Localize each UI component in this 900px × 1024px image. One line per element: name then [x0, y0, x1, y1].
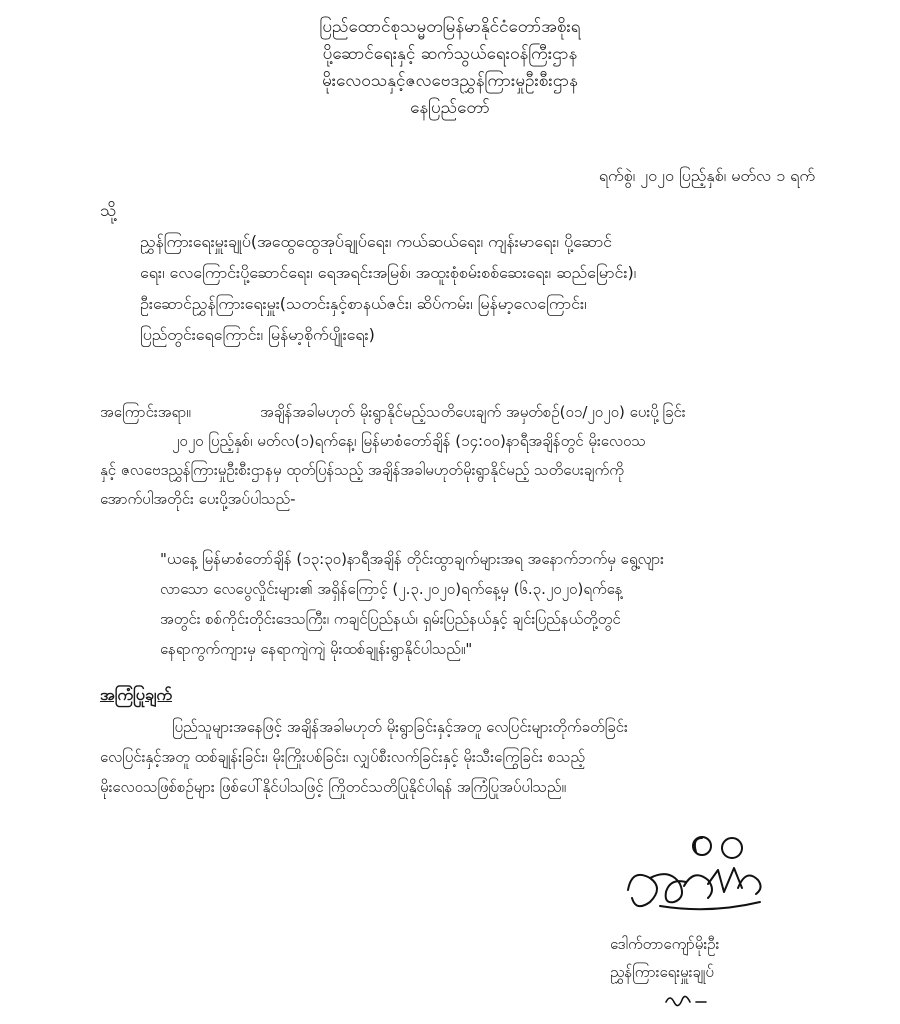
signer-name: ဒေါက်တာကျော်မိုးဦး: [610, 935, 720, 953]
subject-block: [100, 398, 840, 514]
advice-heading: အကြံပြုချက်: [100, 685, 173, 704]
recipient-list: [140, 226, 840, 350]
recipient-line: ညွှန်ကြားရေးမှူးချုပ်(အထွေထွေအုပ်ချုပ်ရေး၊ ကယ်ဆယ်ရေး၊ ကျန်းမာရေး၊ ပို့ဆောင်: [140, 232, 613, 251]
quote-line: "ယနေ့ မြန်မာစံတော်ချိန် (၁၃:၃၀)နာရီအချိန် တိုင်းထွာချက်များအရ အနောက်ဘက်မှ ရွေ့လျား: [160, 550, 664, 568]
signer-title: ညွှန်ကြားရေးမှူးချုပ်: [610, 963, 714, 981]
advice-line: ပြည်သူများအနေဖြင့် အချိန်အခါမဟုတ် မိုးရွာခြင်းနှင့်အတူ လေပြင်းများတိုက်ခတ်ခြင်း: [172, 718, 628, 736]
letterhead: [200, 14, 700, 122]
signer-block: [610, 930, 830, 986]
city-name: နေပြည်တော်: [410, 98, 490, 118]
body-line: ၂၀၂၀ ပြည့်နှစ်၊ မတ်လ(၁)ရက်နေ့၊ မြန်မာစံတော်ချိန် (၁၄:၀၀)နာရီအချိန်တွင် မိုးလေဝသ: [172, 432, 646, 450]
quote-line: လာသော လေပွေလှိုင်းများ၏ အရှိန်ကြောင့် (၂.၃.၂၀၂၀)ရက်နေ့မှ (၆.၃.၂၀၂၀)ရက်နေ့: [160, 580, 623, 598]
letter-date: ရက်စွဲ၊ ၂၀၂၀ ပြည့်နှစ်၊ မတ်လ ၁ ရက်: [598, 166, 815, 185]
government-name: ပြည်ထောင်စုသမ္မတမြန်မာနိုင်ငံတော်အစိုးရ: [319, 17, 581, 37]
signature: [620, 828, 790, 928]
department-name: မိုးလေဝသနှင့်ဇလဗေဒညွှန်ကြားမှုဦးစီးဌာန: [322, 71, 578, 91]
advice-line: မိုးလေဝသဖြစ်စဉ်များ ဖြစ်ပေါ်နိုင်ပါသဖြင့် ကြိုတင်သတိပြုနိုင်ပါရန် အကြံပြုအပ်ပါသည်။: [100, 778, 567, 796]
advice-line: လေပြင်းနှင့်အတူ ထစ်ချုန်းခြင်း၊ မိုးကြိုးပစ်ခြင်း၊ လျှပ်စီးလက်ခြင်းနှင့် မိုးသီးကြွေခြင်း စသည့်: [100, 748, 586, 766]
advice-block: [100, 712, 860, 802]
recipient-line: ပြည်တွင်းရေကြောင်း၊ မြန်မာ့စိုက်ပျိုးရေး): [140, 325, 375, 344]
subject-title: အချိန်အခါမဟုတ် မိုးရွာနိုင်မည့်သတိပေးချက် အမှတ်စဉ်(၀၁/၂၀၂၀) ပေးပို့ခြင်း: [260, 403, 686, 421]
quote-line: အတွင်း စစ်ကိုင်းတိုင်းဒေသကြီး၊ ကချင်ပြည်နယ်၊ ရှမ်းပြည်နယ်နှင့် ချင်းပြည်နယ်တို့တွင်: [160, 610, 621, 628]
quote-line: နေရာကွက်ကျားမှ နေရာကျဲကျဲ မိုးထစ်ချုန်းရွာနိုင်ပါသည်။": [160, 640, 473, 658]
to-label: သို့: [100, 201, 117, 221]
warning-quote: [160, 544, 850, 664]
ministry-name: ပို့ဆောင်ရေးနှင့် ဆက်သွယ်ရေးဝန်ကြီးဌာန: [322, 44, 578, 64]
recipient-line: ဦးဆောင်ညွှန်ကြားရေးမှူး(သတင်းနှင့်စာနယ်ဇင်း၊ ဆိပ်ကမ်း၊ မြန်မာ့လေကြောင်း၊: [140, 294, 587, 313]
body-line: နှင့် ဇလဗေဒညွှန်ကြားမှုဦးစီးဌာနမှ ထုတ်ပြန်သည့် အချိန်အခါမဟုတ်မိုးရွာနိုင်မည့် သတိပေးချက်ကို: [100, 461, 624, 479]
recipient-line: ရေး၊ လေကြောင်းပို့ဆောင်ရေး၊ ရေအရင်းအမြစ်၊ အထူးစုံစမ်းစစ်ဆေးရေး၊ ဆည်မြောင်း)၊: [140, 263, 637, 282]
subject-label: အကြောင်းအရာ။: [100, 403, 191, 421]
body-line: အောက်ပါအတိုင်း ပေးပို့အပ်ပါသည်-: [100, 490, 296, 508]
initial-mark: [660, 988, 720, 1012]
